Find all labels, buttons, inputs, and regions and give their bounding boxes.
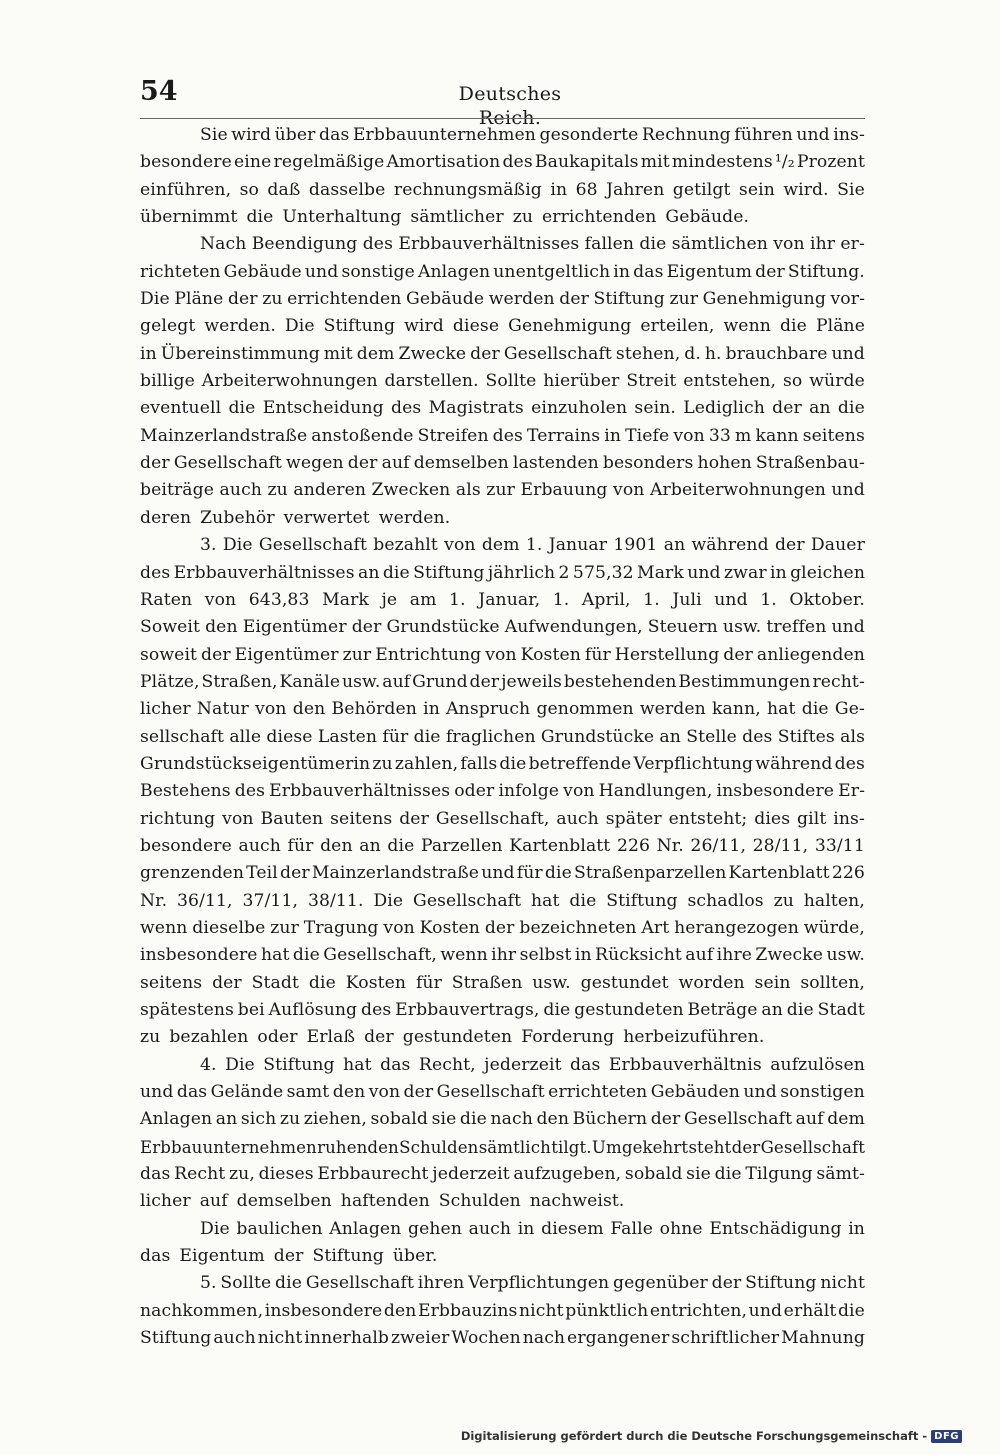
dfg-logo: DFG bbox=[931, 1430, 962, 1443]
text-line: grenzenden Teil der Mainzerlandstraße und für die Straßenparzellen Kartenblatt 226 bbox=[140, 863, 865, 884]
text-line: Grundstückseigentümerin zu zahlen, falls die betreffende Verpflichtung während des bbox=[140, 753, 865, 774]
text-line: Raten von 643,83 Mark je am 1. Januar, 1. April, 1. Juli und 1. Oktober. bbox=[140, 589, 865, 610]
text-line: in Übereinstimmung mit dem Zwecke der Gesellschaft stehen, d. h. brauchbare und bbox=[140, 343, 865, 364]
text-line: Anlagen an sich zu ziehen, sobald sie die nach den Büchern der Gesellschaft auf dem bbox=[140, 1109, 865, 1130]
text-line: licher auf demselben haftenden Schulden nachweist. bbox=[140, 1191, 625, 1212]
footer-note bbox=[461, 1429, 962, 1443]
text-line: Erbbauunternehmen ruhenden Schulden sämtlich tilgt. Umgekehrt steht der Gesellschaft bbox=[140, 1137, 865, 1157]
page-number: 54 bbox=[140, 76, 178, 107]
page-header bbox=[140, 76, 865, 129]
text-line: Die baulichen Anlagen gehen auch in diesem Falle ohne Entschädigung in bbox=[200, 1218, 865, 1239]
text-line: gelegt werden. Die Stiftung wird diese Genehmigung erteilen, wenn die Pläne bbox=[140, 316, 865, 337]
text-line: licher Natur von den Behörden in Anspruch genommen werden kann, hat die Ge- bbox=[140, 699, 865, 720]
text-line: Plätze, Straßen, Kanäle usw. auf Grund der jeweils bestehenden Bestimmungen recht- bbox=[140, 671, 865, 692]
text-line: beiträge auch zu anderen Zwecken als zur Erbauung von Arbeiterwohnungen und bbox=[140, 480, 865, 501]
text-line: billige Arbeiterwohnungen darstellen. Sollte hierüber Streit entstehen, so würde bbox=[140, 371, 865, 392]
header-rule bbox=[140, 118, 865, 119]
text-line: Die Pläne der zu errichtenden Gebäude werden der Stiftung zur Genehmigung vor- bbox=[140, 289, 865, 310]
footer-note-text: Digitalisierung gefördert durch die Deutsche Forschungsgemeinschaft - bbox=[460, 1429, 928, 1443]
text-line: nachkommen, insbesondere den Erbbauzins nicht pünktlich entrichten, und erhält die bbox=[140, 1300, 865, 1321]
text-line: 4. Die Stiftung hat das Recht, jederzeit das Erbbauverhältnis aufzulösen bbox=[200, 1054, 865, 1075]
text-line: Soweit den Eigentümer der Grundstücke Aufwendungen, Steuern usw. treffen und bbox=[140, 617, 865, 638]
text-line: einführen, so daß dasselbe rechnungsmäßig in 68 Jahren getilgt sein wird. Sie bbox=[140, 179, 865, 200]
text-line: 3. Die Gesellschaft bezahlt von dem 1. Januar 1901 an während der Dauer bbox=[200, 535, 865, 556]
body-text bbox=[140, 122, 865, 1352]
text-line: des Erbbauverhältnisses an die Stiftung jährlich 2 575,32 Mark und zwar in gleichen bbox=[140, 562, 865, 583]
text-line: zu bezahlen oder Erlaß der gestundeten Forderung herbeizuführen. bbox=[140, 1027, 765, 1048]
text-line: besondere eine regelmäßige Amortisation des Baukapitals mit mindestens ¹/₂ Prozent bbox=[140, 152, 865, 173]
text-line: Bestehens des Erbbauverhältnisses oder infolge von Handlungen, insbesondere Er- bbox=[140, 781, 865, 802]
text-line: das Eigentum der Stiftung über. bbox=[140, 1246, 438, 1267]
text-line: besondere auch für den an die Parzellen Kartenblatt 226 Nr. 26/11, 28/11, 33/11 bbox=[140, 835, 865, 856]
text-line: wenn dieselbe zur Tragung von Kosten der bezeichneten Art herangezogen würde, bbox=[140, 917, 865, 938]
text-line: eventuell die Entscheidung des Magistrats einzuholen sein. Lediglich der an die bbox=[140, 398, 865, 419]
text-line: 5. Sollte die Gesellschaft ihren Verpflichtungen gegenüber der Stiftung nicht bbox=[200, 1273, 865, 1294]
running-head: Deutsches Reich. bbox=[458, 83, 562, 129]
text-line: spätestens bei Auflösung des Erbbauvertrags, die gestundeten Beträge an die Stadt bbox=[140, 1000, 865, 1020]
text-line: Sie wird über das Erbbauunternehmen gesonderte Rechnung führen und ins- bbox=[200, 125, 865, 145]
text-line: deren Zubehör verwertet werden. bbox=[140, 507, 451, 528]
text-line: Nr. 36/11, 37/11, 38/11. Die Gesellschaft hat die Stiftung schadlos zu halten, bbox=[140, 890, 865, 911]
text-line: sellschaft alle diese Lasten für die fraglichen Grundstücke an Stelle des Stiftes als bbox=[140, 726, 865, 747]
text-line: der Gesellschaft wegen der auf demselben lastenden besonders hohen Straßenbau- bbox=[140, 453, 865, 474]
text-line: insbesondere hat die Gesellschaft, wenn ihr selbst in Rücksicht auf ihre Zwecke usw. bbox=[140, 945, 865, 966]
text-line: übernimmt die Unterhaltung sämtlicher zu errichtenden Gebäude. bbox=[140, 207, 750, 228]
text-line: und das Gelände samt den von der Gesellschaft errichteten Gebäuden und sonstigen bbox=[140, 1082, 865, 1103]
text-line: Mainzerlandstraße anstoßende Streifen des Terrains in Tiefe von 33 m kann seitens bbox=[140, 425, 865, 446]
text-line: das Recht zu, dieses Erbbaurecht jederzeit aufzugeben, sobald sie die Tilgung sämt- bbox=[140, 1164, 865, 1185]
text-line: soweit der Eigentümer zur Entrichtung von Kosten für Herstellung der anliegenden bbox=[140, 644, 865, 665]
text-line: Nach Beendigung des Erbbauverhältnisses fallen die sämtlichen von ihr er- bbox=[200, 234, 865, 255]
text-line: richtung von Bauten seitens der Gesellschaft, auch später entsteht; dies gilt ins- bbox=[140, 808, 865, 829]
text-line: richteten Gebäude und sonstige Anlagen unentgeltlich in das Eigentum der Stiftung. bbox=[140, 261, 865, 282]
text-line: Stiftung auch nicht innerhalb zweier Wochen nach ergangener schriftlicher Mahnung bbox=[140, 1328, 865, 1349]
text-line: seitens der Stadt die Kosten für Straßen usw. gestundet worden sein sollten, bbox=[140, 972, 865, 993]
